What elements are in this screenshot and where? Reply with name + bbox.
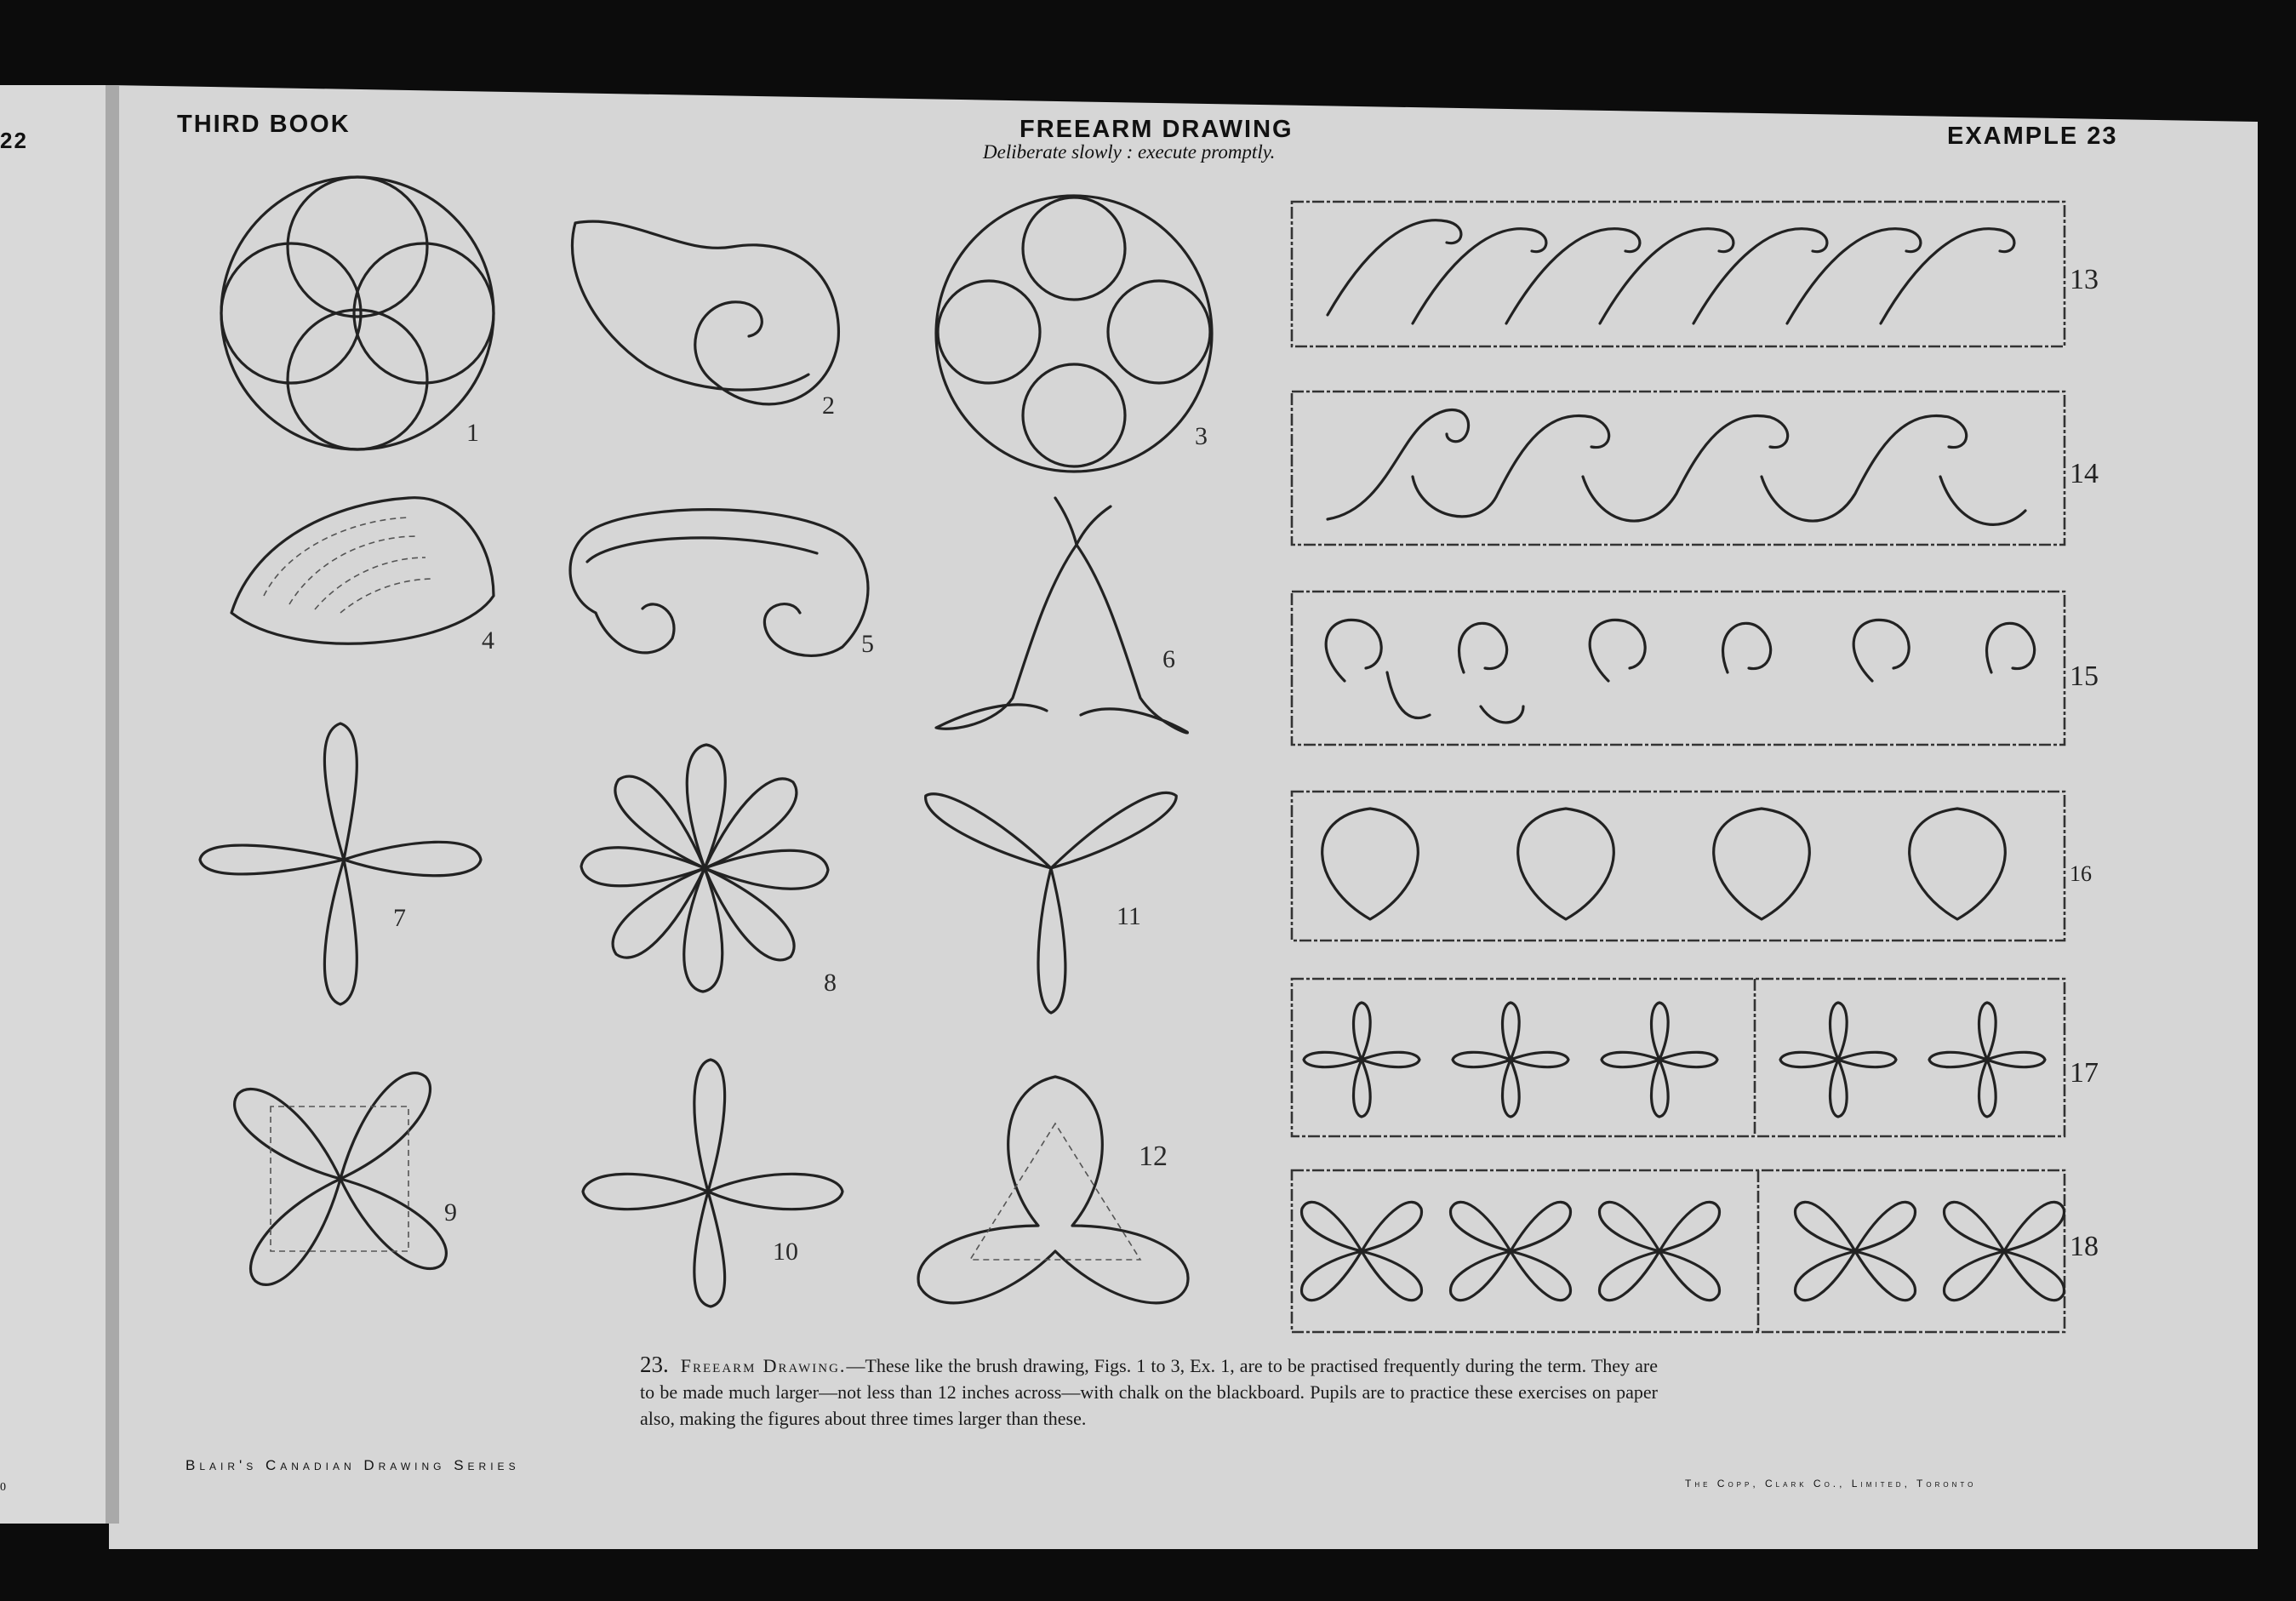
caption-title: Freearm Drawing. <box>680 1355 847 1376</box>
band-18-butterfly-loops <box>1292 1170 2065 1332</box>
figure-9-four-loop <box>235 1073 447 1285</box>
figure-11-three-petal <box>918 783 1182 1013</box>
example-number: EXAMPLE 23 <box>1947 123 2118 150</box>
figure-12-trefoil-knot <box>918 1077 1188 1303</box>
figure-label-4: 4 <box>482 626 494 655</box>
figure-label-2: 2 <box>822 392 835 420</box>
figure-7-four-petal <box>200 723 481 1004</box>
band-17-small-flowers <box>1292 979 2065 1136</box>
figure-6-bell-flower <box>936 498 1187 733</box>
figure-1-circle-quatrefoil <box>221 177 494 449</box>
figure-label-7: 7 <box>393 904 406 932</box>
figure-10-four-petal <box>583 1060 842 1307</box>
band-15-scroll-pairs <box>1292 592 2065 745</box>
band-label-13: 13 <box>2070 264 2099 295</box>
figure-3-circle-rosette <box>936 196 1212 472</box>
band-13-waves <box>1292 202 2065 346</box>
band-label-17: 17 <box>2070 1057 2099 1089</box>
left-page-number: 22 <box>0 128 28 153</box>
figure-label-10: 10 <box>773 1238 798 1266</box>
figure-8-eight-petal <box>581 745 828 992</box>
band-label-18: 18 <box>2070 1231 2099 1262</box>
band-label-15: 15 <box>2070 660 2099 692</box>
caption-paragraph <box>640 1352 1658 1432</box>
page-title: FREEARM DRAWING <box>1019 116 1294 143</box>
band-label-16: 16 <box>2070 861 2092 886</box>
figure-label-6: 6 <box>1162 645 1175 673</box>
band-label-14: 14 <box>2070 458 2099 489</box>
figure-label-1: 1 <box>466 419 479 447</box>
figure-2-spiral-shell <box>572 221 838 404</box>
footer-publisher: The Copp, Clark Co., Limited, Toronto <box>1685 1478 1977 1490</box>
figure-label-11: 11 <box>1117 902 1141 930</box>
figure-label-3: 3 <box>1195 422 1208 450</box>
caption-text: —These like the brush drawing, Figs. 1 to 3, Ex. 1, are to be practised frequently during the term. They are to be made much larger—not less than 12 inches across—with chalk on the blackboard. Pupils are to practice these exercises on paper also, making the figures about three times larger than these. <box>640 1355 1658 1429</box>
left-page-footer-mark: 0 <box>0 1481 6 1494</box>
band-16-hearts <box>1292 792 2065 941</box>
figure-label-5: 5 <box>861 630 874 658</box>
figure-label-8: 8 <box>824 969 837 997</box>
figure-label-9: 9 <box>444 1198 457 1226</box>
band-14-scrolling-waves <box>1292 392 2065 545</box>
footer-series: Blair's Canadian Drawing Series <box>186 1457 520 1473</box>
caption-number: 23. <box>640 1352 669 1377</box>
book-title: THIRD BOOK <box>177 111 351 138</box>
figure-5-double-scroll <box>570 510 868 656</box>
figure-label-12: 12 <box>1139 1141 1168 1172</box>
page-subtitle: Deliberate slowly : execute promptly. <box>983 141 1276 163</box>
figure-4-clam-shell <box>231 498 494 644</box>
